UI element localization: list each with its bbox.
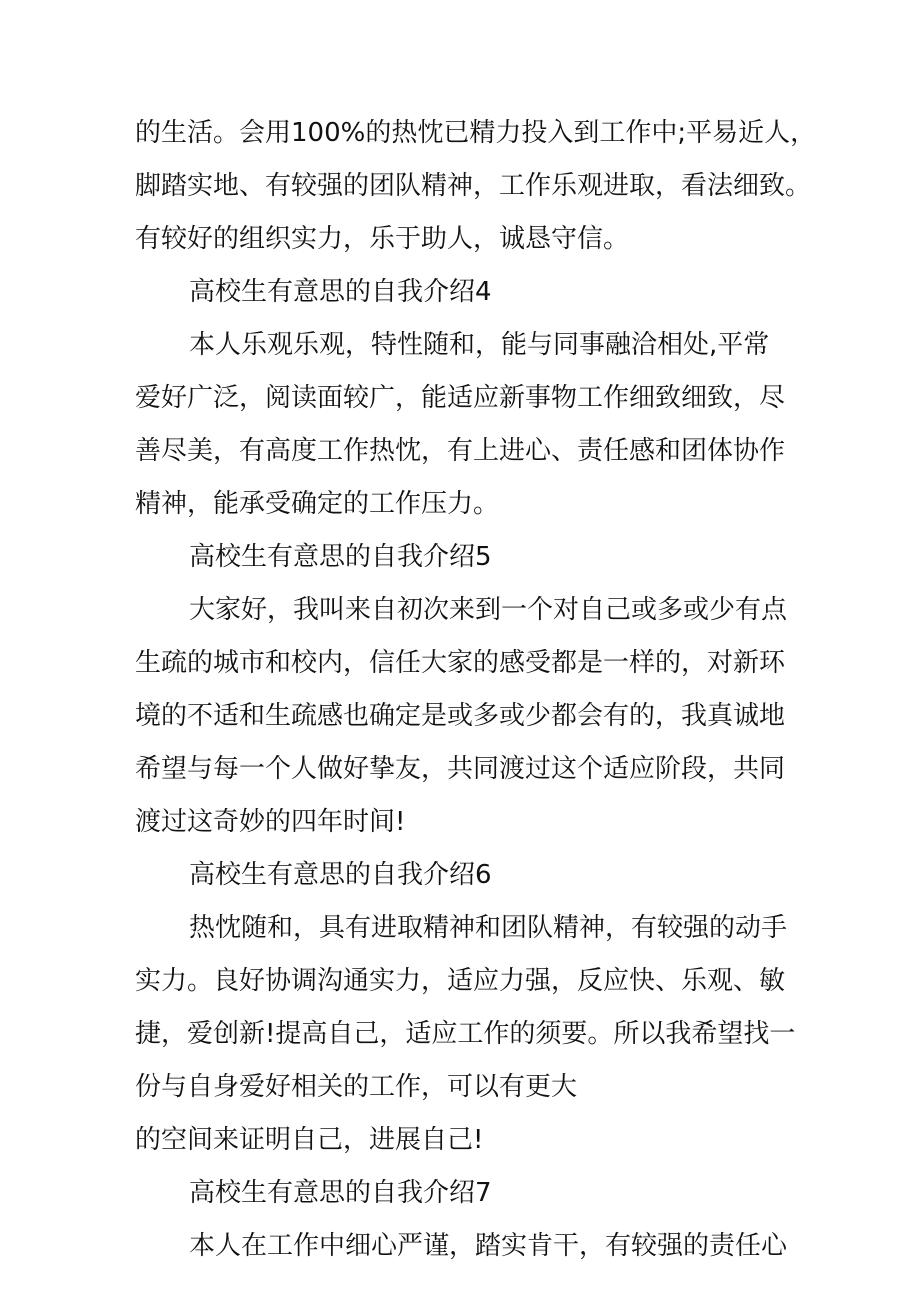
text-line: 善尽美，有高度工作热忱，有上进心、责任感和团体协作 (135, 436, 786, 466)
text-line: 渡过这奇妙的四年时间! (135, 807, 406, 837)
text-line: 爱好广泛，阅读面较广，能适应新事物工作细致细致，尽 (135, 383, 786, 413)
section-heading: 高校生有意思的自我介绍4 (189, 277, 492, 307)
paragraph-first-line: 大家好，我叫来自初次来到一个对自己或多或少有点 (189, 595, 788, 625)
text-line: 的生活。会用100%的热忱已精力投入到工作中;平易近人， (135, 118, 817, 148)
paragraph-first-line: 本人在工作中细心严谨，踏实肯干，有较强的责任心 (189, 1231, 788, 1261)
document-body (135, 107, 815, 1273)
section-heading: 高校生有意思的自我介绍7 (189, 1178, 492, 1208)
text-line: 脚踏实地、有较强的团队精神，工作乐观进取，看法细致。 (135, 171, 812, 201)
section-heading: 高校生有意思的自我介绍6 (189, 860, 492, 890)
text-line: 份与自身爱好相关的工作，可以有更大 (135, 1072, 578, 1102)
text-line: 捷，爱创新!提高自己，适应工作的须要。所以我希望找一 (135, 1019, 796, 1049)
text-line: 有较好的组织实力，乐于助人，诚恳守信。 (135, 224, 630, 254)
paragraph-first-line: 热忱随和，具有进取精神和团队精神，有较强的动手 (189, 913, 788, 943)
text-line: 境的不适和生疏感也确定是或多或少都会有的，我真诚地 (135, 701, 786, 731)
section-heading: 高校生有意思的自我介绍5 (189, 542, 492, 572)
text-line: 的空间来证明自己，进展自己! (135, 1125, 484, 1155)
text-line: 生疏的城市和校内，信任大家的感受都是一样的，对新环 (135, 648, 786, 678)
text-line: 精神，能承受确定的工作压力。 (135, 489, 500, 519)
text-line: 希望与每一个人做好挚友，共同渡过这个适应阶段，共同 (135, 754, 786, 784)
paragraph-first-line: 本人乐观乐观，特性随和，能与同事融洽相处,平常 (189, 330, 770, 360)
text-line: 实力。良好协调沟通实力，适应力强，反应快、乐观、敏 (135, 966, 786, 996)
